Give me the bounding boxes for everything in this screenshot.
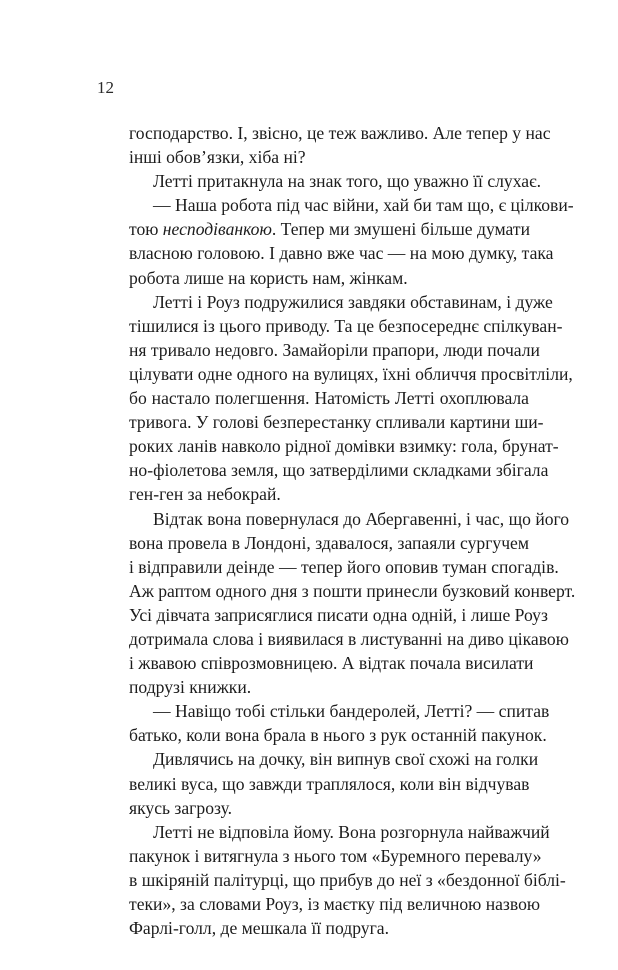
body-text	[129, 121, 576, 940]
text-line: господарство. І, звісно, це теж важливо. Але тепер у нас	[129, 123, 551, 143]
text-line: Дивлячись на дочку, він випнув свої схожі на голки	[153, 749, 539, 770]
text-line: батько, коли вона брала в нього з рук останній пакунок.	[129, 725, 547, 746]
text-line: дотримала слова і виявилася в листуванні на диво цікавою	[129, 628, 569, 649]
text-line: роких ланів навколо рідної домівки взимку: гола, брунат-	[129, 436, 559, 457]
text-line: бо настало полегшення. Натомість Летті охоплювала	[129, 388, 529, 409]
text-line: пакунок і витягнула з нього том «Буремного перевалу»	[129, 845, 542, 866]
text-line: робота лише на користь нам, жінкам.	[129, 267, 408, 288]
text-line	[129, 217, 529, 241]
page-number: 12	[97, 78, 114, 97]
emphasis-text: несподіванкою	[162, 219, 272, 240]
text-line: теки», за словами Роуз, із маєтку під величною назвою	[129, 894, 541, 914]
text-line: Летті і Роуз подружилися завдяки обставинам, і дуже	[153, 291, 553, 312]
text-line: Аж раптом одного дня з пошти принесли бузковий конверт.	[129, 580, 576, 601]
text-segment: . Тепер ми змушені більше думати	[271, 219, 530, 240]
text-line: в шкіряній палітурці, що прибув до неї з «бездонної біблі-	[129, 869, 566, 890]
text-line: інші обов’язки, хіба ні?	[129, 147, 306, 168]
text-line: ня тривало недовго. Замайоріли прапори, люди почали	[129, 339, 540, 360]
text-line: подрузі книжки.	[129, 677, 252, 698]
text-line: тішилися із цього приводу. Та це безпосереднє спілкуван-	[129, 315, 563, 336]
text-line: і жвавою співрозмовницею. А відтак почала висилати	[129, 653, 534, 674]
text-line: Летті не відповіла йому. Вона розгорнула найважчий	[153, 821, 550, 842]
text-line: — Навіщо тобі стільки бандеролей, Летті? — спитав	[153, 701, 550, 722]
text-line: тривога. У голові безперестанку спливали картини ши-	[129, 412, 544, 433]
text-line: Летті притакнула на знак того, що уважно її слухає.	[153, 171, 542, 192]
text-line: ген-ген за небокрай.	[129, 484, 281, 505]
text-line: вона провела в Лондоні, здавалося, запаяли сургучем	[129, 532, 529, 553]
text-line: великі вуса, що завжди траплялося, коли він відчував	[129, 773, 530, 794]
text-segment: тою	[129, 219, 163, 240]
text-line: і відправили деінде — тепер його оповив туман спогадів.	[129, 556, 559, 577]
text-line: Усі дівчата заприсяглися писати одна одній, і лише Роуз	[129, 604, 548, 625]
text-line: якусь загрозу.	[129, 797, 233, 818]
text-line: но-фіолетова земля, що затверділими складками збігала	[129, 460, 549, 481]
text-line: Фарлі-голл, де мешкала її подруга.	[129, 918, 389, 939]
text-line: власною головою. І давно вже час — на мою думку, така	[129, 243, 554, 264]
text-line: цілувати одне одного на вулицях, їхні обличчя просвітліли,	[129, 363, 573, 384]
text-line: — Наша робота під час війни, хай би там що, є цілкови-	[153, 195, 574, 216]
text-line: Відтак вона повернулася до Абергавенні, і час, що його	[153, 508, 570, 529]
